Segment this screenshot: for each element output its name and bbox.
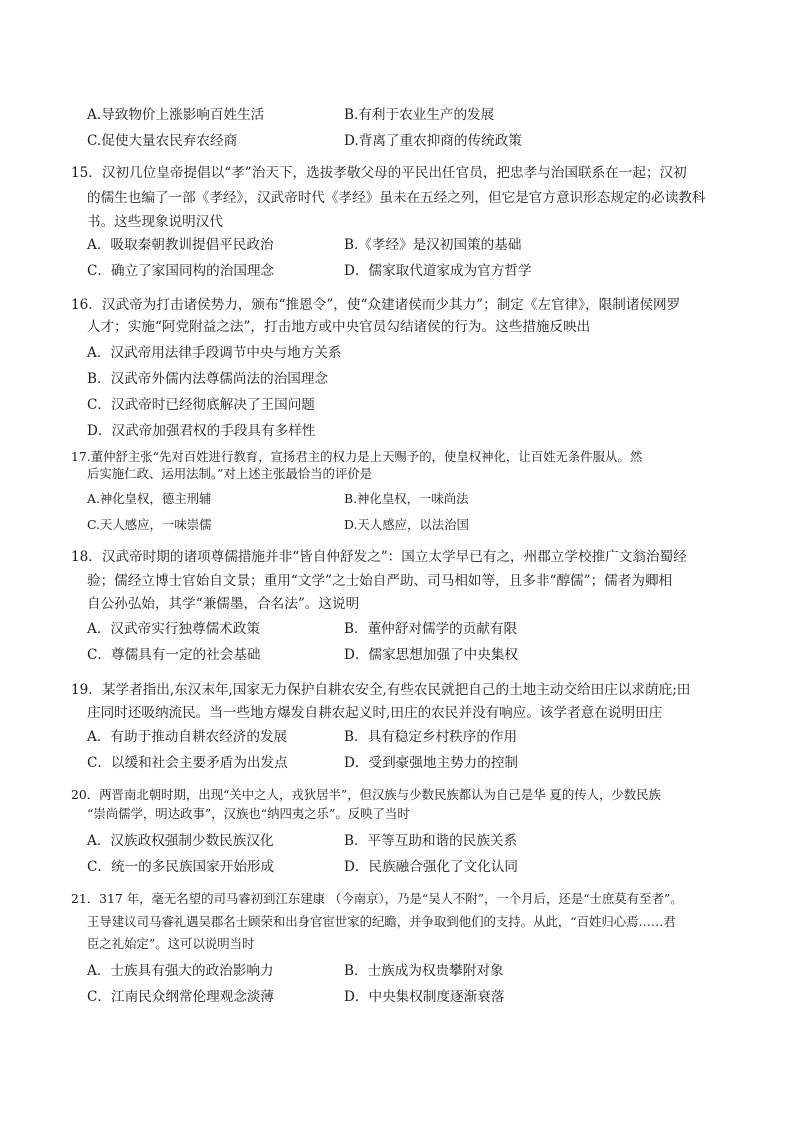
q17-option-c: C.天人感应，一味崇儒 (87, 517, 212, 532)
q19-stem-line-1: 19．某学者指出,东汉末年,国家无力保护自耕农安全,有些农民就把自己的土地主动交给田庄以求荫庇;田 (71, 682, 691, 698)
q15-option-a: A．吸取秦朝教训提倡平民政治 (87, 237, 274, 253)
q21-option-d: D．中央集权制度逐渐衰落 (344, 989, 505, 1005)
q15-stem-line-3: 书。这些现象说明汉代 (87, 214, 223, 230)
q20-option-b: B．平等互助和谐的民族关系 (344, 833, 518, 849)
q18-option-b: B．董仲舒对儒学的贡献有限 (344, 621, 518, 637)
q14-option-c: C.促使大量农民弃农经商 (87, 133, 238, 149)
q15-option-d: D．儒家取代道家成为官方哲学 (344, 263, 532, 279)
q17-option-b: B.神化皇权，一味尚法 (344, 491, 469, 506)
q18-stem-line-3: 自公孙弘始，其学“兼儒墨，合名法”。这说明 (87, 596, 360, 612)
q16-option-c: C．汉武帝时已经彻底解决了王国问题 (87, 397, 315, 413)
q20-option-c: C．统一的多民族国家开始形成 (87, 859, 275, 875)
q17-stem-line-1: 17.董仲舒主张“先对百姓进行教育，宣扬君主的权力是上天赐予的，使皇权神化，让百姓无条件服从。然 (71, 449, 643, 464)
q19-option-c: C．以缓和社会主要矛盾为出发点 (87, 755, 288, 771)
q19-option-b: B．具有稳定乡村秩序的作用 (344, 729, 518, 745)
q16-option-a: A．汉武帝用法律手段调节中央与地方关系 (87, 345, 342, 361)
q16-option-b: B．汉武帝外儒内法尊儒尚法的治国理念 (87, 371, 329, 387)
q16-stem-line-1: 16．汉武帝为打击诸侯势力，颁布“推恩令”，使“众建诸侯而少其力”；制定《左官律》，限制诸侯网罗 (71, 297, 681, 313)
q21-option-b: B．士族成为权贵攀附对象 (344, 963, 504, 979)
q21-option-a: A．士族具有强大的政治影响力 (87, 963, 274, 979)
q17-option-d: D.天人感应，以法治国 (344, 517, 469, 532)
q19-stem-line-2: 庄同时还吸纳流民。当一些地方爆发自耕农起义时,田庄的农民并没有响应。该学者意在说明田庄 (87, 705, 663, 721)
q19-option-d: D．受到豪强地主势力的控制 (344, 755, 519, 771)
q16-option-d: D．汉武帝加强君权的手段具有多样性 (87, 423, 316, 439)
q18-option-d: D．儒家思想加强了中央集权 (344, 647, 519, 663)
q18-option-c: C．尊儒具有一定的社会基础 (87, 647, 261, 663)
q21-stem-line-3: 臣之礼始定”。这可以说明当时 (87, 936, 255, 951)
q16-stem-line-2: 人才；实施“阿党附益之法”，打击地方或中央官员勾结诸侯的行为。这些措施反映出 (87, 319, 591, 335)
q17-stem-line-2: 后实施仁政、运用法制。”对上述主张最恰当的评价是 (87, 466, 373, 481)
q14-option-a: A.导致物价上涨影响百姓生活 (87, 107, 265, 123)
q21-stem-line-1: 21．317 年，毫无名望的司马睿初到江东建康 （今南京），乃是“吴人不附”，一个月后，还是“士庶莫有至者”。 (71, 891, 683, 906)
q21-stem-line-2: 王导建议司马睿礼遇吴郡名士顾荣和出身官宦世家的纪瞻，并争取到他们的支持。从此，“百姓归心焉……君 (87, 914, 676, 929)
q17-option-a: A.神化皇权，德主刑辅 (87, 491, 212, 506)
q20-stem-line-2: “崇尚儒学，明达政事”，汉族也“纳四夷之乐”。反映了当时 (87, 806, 410, 821)
q18-option-a: A．汉武帝实行独尊儒术政策 (87, 621, 260, 637)
q18-stem-line-2: 验；儒经立博士官始自文景；重用“文学”之士始自严助、司马相如等，且多非“醇儒”；儒者为卿相 (87, 573, 673, 589)
q20-option-a: A．汉族政权强制少数民族汉化 (87, 833, 274, 849)
q14-option-d: D.背离了重农抑商的传统政策 (344, 133, 522, 149)
q15-option-c: C．确立了家国同构的治国理念 (87, 263, 275, 279)
q19-option-a: A．有助于推动自耕农经济的发展 (87, 729, 288, 745)
q14-option-b: B.有利于农业生产的发展 (344, 107, 495, 123)
q20-option-d: D．民族融合强化了文化认同 (344, 859, 519, 875)
q21-option-c: C．江南民众纲常伦理观念淡薄 (87, 989, 275, 1005)
q15-stem-line-1: 15．汉初几位皇帝提倡以“孝”治天下，选拔孝敬父母的平民出任官员，把忠孝与治国联系在一起；汉初 (71, 165, 687, 181)
q18-stem-line-1: 18．汉武帝时期的诸项尊儒措施并非“皆自仲舒发之”：国立太学早已有之，州郡立学校推广文翁治蜀经 (71, 549, 687, 565)
q15-stem-line-2: 的儒生也编了一部《孝经》，汉武帝时代《孝经》虽未在五经之列，但它是官方意识形态规定的必读教科 (87, 190, 706, 206)
q20-stem-line-1: 20．两晋南北朝时期，出现“关中之人，戎狄居半”，但汉族与少数民族都认为自己是华 夏的传人，少数民族 (71, 787, 661, 802)
q15-option-b: B.《孝经》是汉初国策的基础 (344, 237, 522, 253)
